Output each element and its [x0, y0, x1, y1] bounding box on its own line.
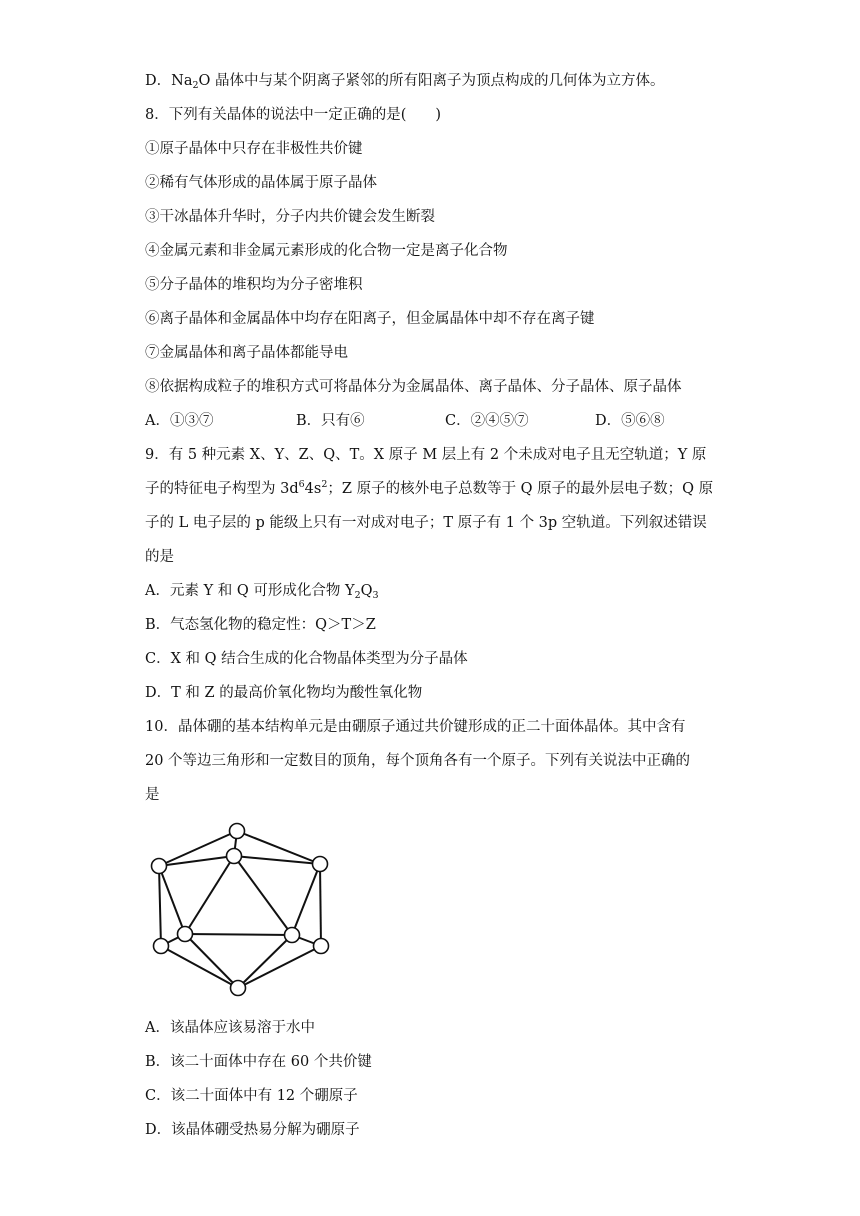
- q9-option-a-part-b: Q: [360, 583, 373, 599]
- q9-option-b: B．气态氢化物的稳定性：Q＞T＞Z: [145, 617, 376, 633]
- boron-atom: [178, 927, 193, 942]
- edge: [237, 831, 320, 864]
- q9-stem-line-1: 9．有 5 种元素 X、Y、Z、Q、T。X 原子 M 层上有 2 个未成对电子且无空轨道；Y 原: [145, 447, 707, 463]
- q9-stem-line-4: 的是: [145, 549, 174, 565]
- q8-option-d: D．⑤⑥⑧: [595, 413, 665, 429]
- q9-line2-part-b: 4s: [304, 481, 322, 497]
- q10-option-c: C．该二十面体中有 12 个硼原子: [145, 1088, 358, 1104]
- boron-atom: [313, 857, 328, 872]
- edge: [234, 856, 292, 935]
- q8-stem: 8．下列有关晶体的说法中一定正确的是( ): [145, 107, 442, 123]
- icosahedron-diagram: [145, 818, 335, 1000]
- q8-statement-2: ②稀有气体形成的晶体属于原子晶体: [145, 175, 377, 191]
- edge: [292, 864, 320, 935]
- q8-statement-8: ⑧依据构成粒子的堆积方式可将晶体分为金属晶体、离子晶体、分子晶体、原子晶体: [145, 379, 682, 395]
- q10-option-a: A．该晶体应该易溶于水中: [145, 1020, 315, 1036]
- boron-atom: [230, 824, 245, 839]
- q9-option-c: C．X 和 Q 结合生成的化合物晶体类型为分子晶体: [145, 651, 468, 667]
- q8-statement-5: ⑤分子晶体的堆积均为分子密堆积: [145, 277, 363, 293]
- edge: [238, 935, 292, 988]
- q9-option-a-part-a: A．元素 Y 和 Q 可形成化合物 Y: [145, 583, 355, 599]
- boron-atom: [154, 939, 169, 954]
- q9-line2-part-a: 子的特征电子构型为 3d: [145, 481, 299, 497]
- q7-option-d-prefix: D．Na: [145, 73, 193, 89]
- edge: [238, 946, 321, 988]
- q9-option-a: [145, 581, 379, 601]
- q8-statement-1: ①原子晶体中只存在非极性共价键: [145, 141, 363, 157]
- boron-atom: [231, 981, 246, 996]
- q10-option-b: B．该二十面体中存在 60 个共价键: [145, 1054, 372, 1070]
- edge: [185, 856, 234, 934]
- q8-option-a: A．①③⑦: [145, 413, 214, 429]
- q9-stem-line-2: [145, 479, 713, 499]
- q9-option-a-sub-1: 2: [354, 590, 361, 601]
- edge: [159, 866, 161, 946]
- q9-stem-line-3: 子的 L 电子层的 p 能级上只有一对成对电子；T 原子有 1 个 3p 空轨道。下列叙述错误: [145, 515, 707, 531]
- q9-line2-sup-2: 2: [321, 479, 328, 490]
- q10-stem-line-1: 10．晶体硼的基本结构单元是由硼原子通过共价键形成的正二十面体晶体。其中含有: [145, 719, 686, 735]
- q9-option-d: D．T 和 Z 的最高价氧化物均为酸性氧化物: [145, 685, 423, 701]
- boron-atom: [314, 939, 329, 954]
- q8-statement-6: ⑥离子晶体和金属晶体中均存在阳离子，但金属晶体中却不存在离子键: [145, 311, 595, 327]
- q8-statement-3: ③干冰晶体升华时，分子内共价键会发生断裂: [145, 209, 435, 225]
- q10-option-d: D．该晶体硼受热易分解为硼原子: [145, 1122, 360, 1138]
- boron-atom: [285, 928, 300, 943]
- q9-line2-sup-1: 6: [298, 479, 305, 490]
- q9-line2-part-c: ；Z 原子的核外电子总数等于 Q 原子的最外层电子数；Q 原: [327, 481, 714, 497]
- edge: [159, 866, 185, 934]
- q8-option-b: B．只有⑥: [296, 413, 365, 429]
- q7-option-d: [145, 71, 665, 91]
- edge: [185, 934, 292, 935]
- q8-statement-7: ⑦金属晶体和离子晶体都能导电: [145, 345, 348, 361]
- boron-atom: [152, 859, 167, 874]
- q8-statement-4: ④金属元素和非金属元素形成的化合物一定是离子化合物: [145, 243, 508, 259]
- edge: [234, 856, 320, 864]
- q7-option-d-subscript: 2: [192, 80, 199, 91]
- q10-stem-line-3: 是: [145, 787, 160, 803]
- q9-option-a-sub-2: 3: [372, 590, 379, 601]
- q7-option-d-rest: O 晶体中与某个阴离子紧邻的所有阳离子为顶点构成的几何体为立方体。: [198, 73, 665, 89]
- edge: [185, 934, 238, 988]
- edge: [161, 946, 238, 988]
- edge: [320, 864, 321, 946]
- q10-stem-line-2: 20 个等边三角形和一定数目的顶角，每个顶角各有一个原子。下列有关说法中正确的: [145, 753, 691, 769]
- boron-atom: [227, 849, 242, 864]
- q8-option-c: C．②④⑤⑦: [445, 413, 529, 429]
